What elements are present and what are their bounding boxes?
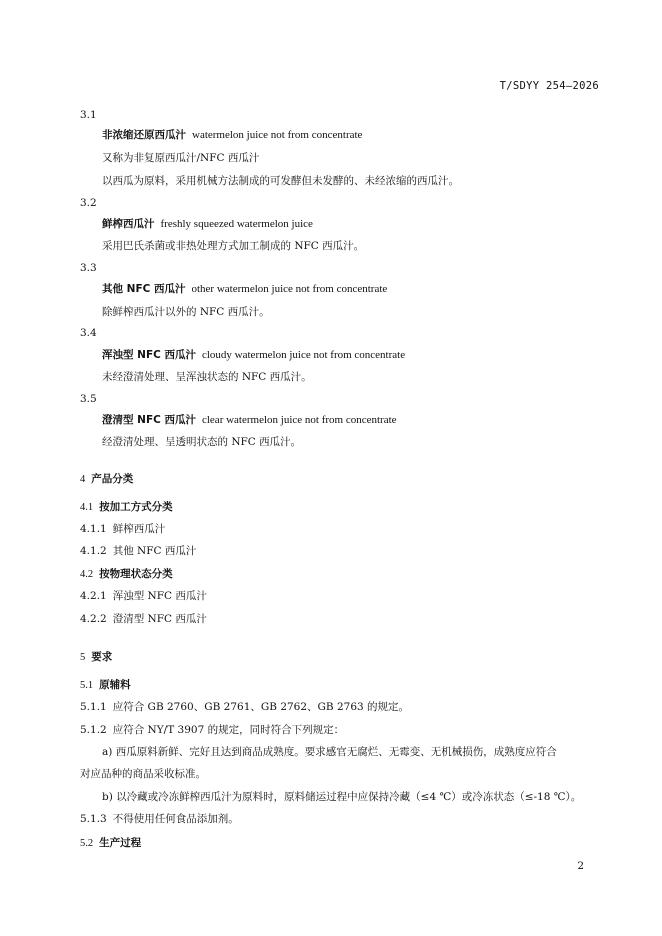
term-cn: 鲜榨西瓜汁 (102, 218, 155, 230)
term-number: 3.1 (80, 109, 97, 121)
document-code: T/SDYY 254—2026 (499, 80, 599, 92)
term-number: 3.3 (80, 262, 97, 274)
term-number: 3.5 (80, 393, 97, 405)
term-en: freshly squeezed watermelon juice (160, 218, 313, 230)
subsection-heading: 5.2 生产过程 (80, 837, 142, 849)
term-en: clear watermelon juice not from concentrate (201, 414, 397, 426)
clause: 5.1.3 不得使用任何食品添加剂。 (80, 813, 239, 825)
subsection-heading: 5.1 原辅料 (80, 679, 131, 691)
term-cn: 其他 NFC 西瓜汁 (102, 283, 186, 295)
clause: 4.2.2 澄清型 NFC 西瓜汁 (80, 613, 207, 625)
term-title (102, 348, 405, 362)
clause: 4.2.1 浑浊型 NFC 西瓜汁 (80, 590, 207, 602)
section-heading: 4 产品分类 (80, 473, 134, 485)
term-title (102, 128, 362, 142)
section-heading: 5 要求 (80, 651, 113, 663)
term-title (102, 413, 397, 427)
term-text: 采用巴氏杀菌或非热处理方式加工制成的 NFC 西瓜汁。 (102, 240, 365, 252)
list-item-a: a) 西瓜原料新鲜、完好且达到商品成熟度。要求感官无腐烂、无霉变、无机械损伤，成熟度应符合 (102, 746, 557, 758)
term-text: 以西瓜为原料，采用机械方法制成的可发酵但未发酵的、未经浓缩的西瓜汁。 (102, 175, 459, 187)
term-text: 未经澄清处理、呈浑浊状态的 NFC 西瓜汁。 (102, 371, 312, 383)
term-cn: 浑浊型 NFC 西瓜汁 (102, 349, 196, 361)
clause: 5.1.2 应符合 NY/T 3907 的规定，同时符合下列规定： (80, 724, 345, 736)
list-item-a-continuation: 对应品种的商品采收标准。 (80, 768, 206, 780)
clause: 4.1.1 鲜榨西瓜汁 (80, 523, 166, 535)
clause: 4.1.2 其他 NFC 西瓜汁 (80, 545, 197, 557)
term-text: 又称为非复原西瓜汁/NFC 西瓜汁 (102, 152, 260, 164)
subsection-heading: 4.2 按物理状态分类 (80, 568, 173, 580)
term-text: 除鲜榨西瓜汁以外的 NFC 西瓜汁。 (102, 306, 270, 318)
page-number: 2 (577, 860, 584, 872)
list-item-b: b) 以冷藏或冷冻鲜榨西瓜汁为原料时，原料储运过程中应保持冷藏（≤4 ℃）或冷冻状态（≤-18 ℃）。 (102, 791, 582, 803)
term-en: other watermelon juice not from concentrate (191, 283, 388, 295)
term-number: 3.2 (80, 197, 97, 209)
term-cn: 非浓缩还原西瓜汁 (102, 129, 186, 141)
term-title (102, 217, 313, 231)
term-text: 经澄清处理、呈透明状态的 NFC 西瓜汁。 (102, 436, 302, 448)
term-en: cloudy watermelon juice not from concentrate (201, 349, 406, 361)
term-number: 3.4 (80, 327, 97, 339)
term-title (102, 282, 387, 296)
clause: 5.1.1 应符合 GB 2760、GB 2761、GB 2762、GB 2763 的规定。 (80, 701, 410, 713)
term-en: watermelon juice not from concentrate (192, 129, 363, 141)
term-cn: 澄清型 NFC 西瓜汁 (102, 414, 196, 426)
subsection-heading: 4.1 按加工方式分类 (80, 501, 173, 513)
